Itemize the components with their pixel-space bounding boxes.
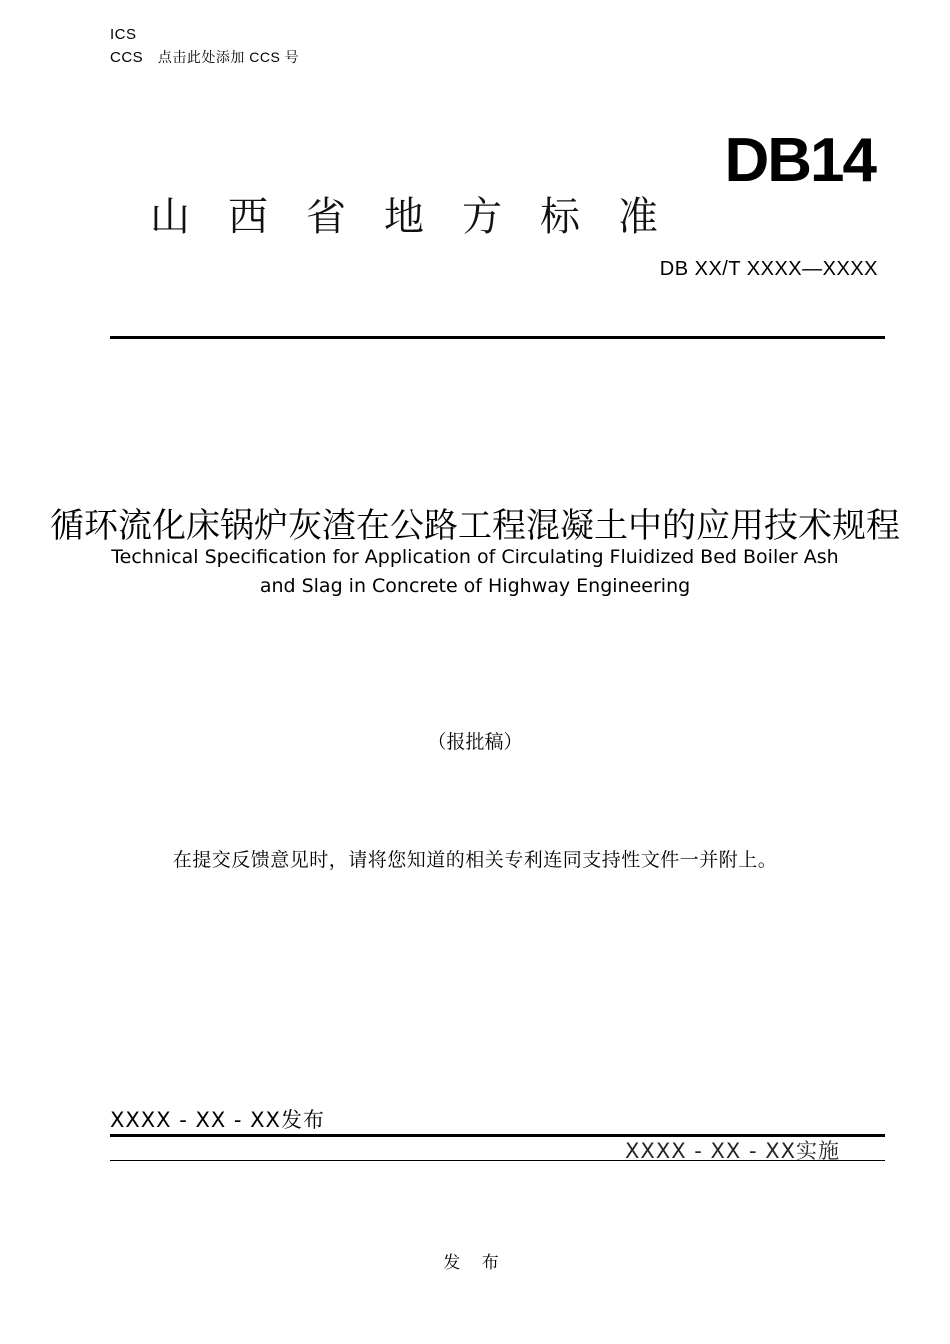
publisher-label: 发 布 xyxy=(443,1253,507,1273)
title-chinese: 循环流化床锅炉灰渣在公路工程混凝土中的应用技术规程 xyxy=(50,506,900,546)
standard-number: DB XX/T XXXX—XXXX xyxy=(659,258,878,280)
province-standard-title: 山西省地方标准 xyxy=(150,194,696,240)
draft-status: （报批稿） xyxy=(427,731,523,753)
divider-bottom-thin xyxy=(110,1160,885,1161)
title-english: Technical Specification for Application of Circulating Fluidized Bed Boiler Ash and Slag in Concrete of Highway Engineering xyxy=(111,546,839,597)
ccs-label: CCS xyxy=(110,48,144,66)
ics-ccs-block xyxy=(110,24,299,69)
issue-date: XXXX - XX - XX发布 xyxy=(110,1108,325,1132)
ics-line xyxy=(110,24,299,47)
ccs-hint[interactable]: 点击此处添加 CCS 号 xyxy=(157,48,300,65)
ics-label: ICS xyxy=(110,26,137,43)
divider-top xyxy=(110,336,885,339)
ccs-line xyxy=(110,47,299,70)
implement-date: XXXX - XX - XX实施 xyxy=(625,1139,840,1163)
patent-feedback-note: 在提交反馈意见时，请将您知道的相关专利连同支持性文件一并附上。 xyxy=(172,849,778,871)
db-mark: DB14 xyxy=(724,126,875,195)
